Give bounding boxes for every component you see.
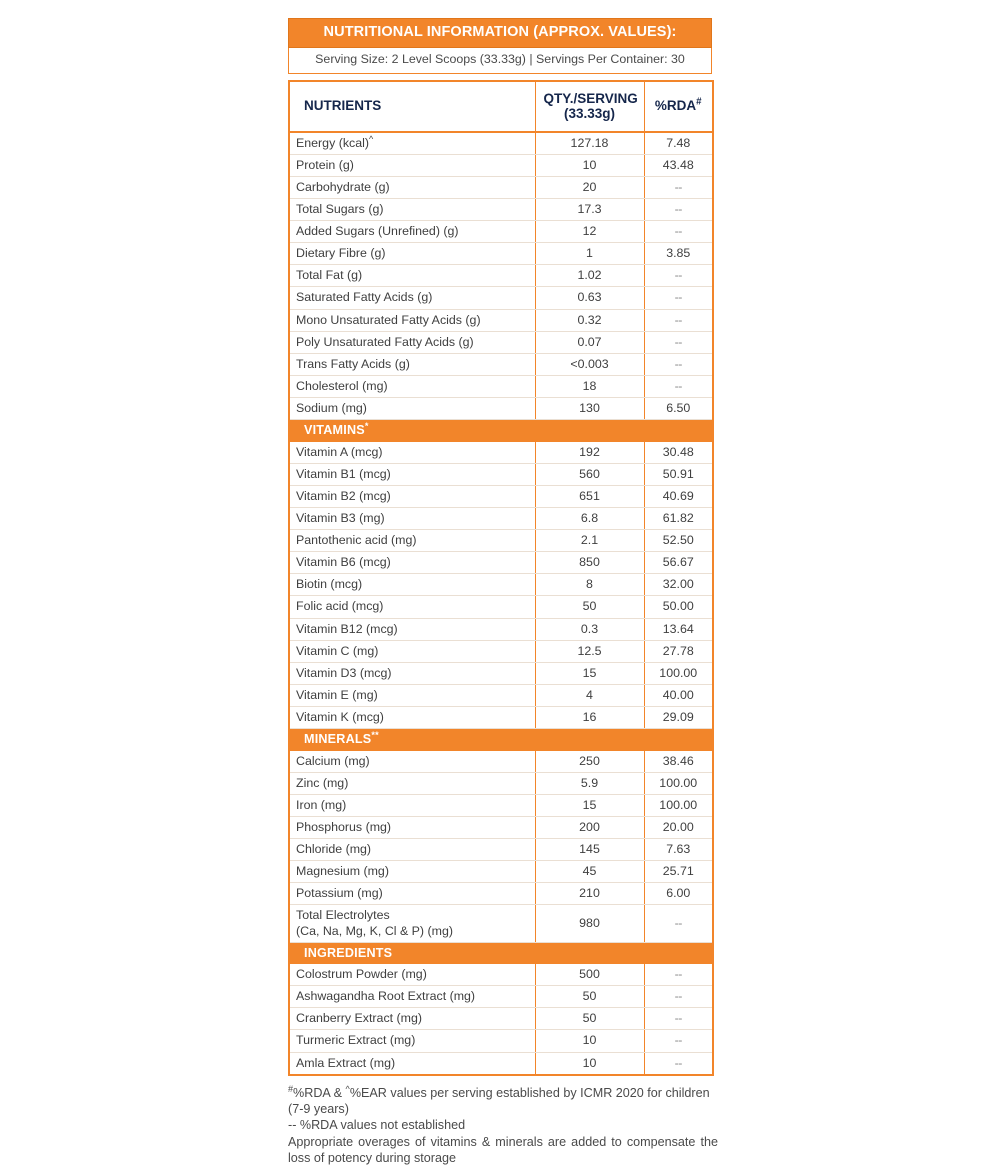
- nutrient-rda-value: [644, 1052, 713, 1075]
- nutrient-qty-value: 200: [535, 816, 644, 838]
- nutrient-name: Iron (mg): [289, 794, 535, 816]
- nutrient-qty-value: 145: [535, 839, 644, 861]
- table-row: [289, 154, 713, 176]
- nutrient-qty-value: 8: [535, 574, 644, 596]
- column-header-nutrients: NUTRIENTS: [289, 81, 535, 132]
- nutrient-rda-value: [644, 1008, 713, 1030]
- table-row: [289, 442, 713, 464]
- nutrient-qty-value: 210: [535, 883, 644, 905]
- nutrient-qty-value: 1: [535, 243, 644, 265]
- nutrient-qty-value: 651: [535, 485, 644, 507]
- table-row: [289, 353, 713, 375]
- table-row: [289, 839, 713, 861]
- nutrient-rda-value: 29.09: [644, 707, 713, 729]
- table-row: [289, 684, 713, 706]
- nutrient-rda-value: 13.64: [644, 618, 713, 640]
- nutrient-rda-value: 38.46: [644, 751, 713, 773]
- nutrient-name: Added Sugars (Unrefined) (g): [289, 221, 535, 243]
- table-row: [289, 507, 713, 529]
- nutrition-panel: [288, 18, 718, 1166]
- value-not-established-dash: --: [674, 1055, 682, 1070]
- nutrient-name: Total Fat (g): [289, 265, 535, 287]
- nutrient-rda-value: [644, 265, 713, 287]
- nutrient-qty-value: 0.07: [535, 331, 644, 353]
- table-row: [289, 751, 713, 773]
- serving-size-line: Serving Size: 2 Level Scoops (33.33g) | Servings Per Container: 30: [288, 48, 712, 74]
- nutrient-name: Vitamin B6 (mcg): [289, 552, 535, 574]
- nutrient-name: Poly Unsaturated Fatty Acids (g): [289, 331, 535, 353]
- nutrient-name-marker: ^: [369, 133, 374, 144]
- footnote-marker-ear: ^: [345, 1083, 350, 1094]
- nutrient-qty-value: 15: [535, 794, 644, 816]
- nutrient-rda-value: [644, 964, 713, 986]
- nutrient-qty-value: 192: [535, 442, 644, 464]
- footnote-overages: Appropriate overages of vitamins & minerals are added to compensate the loss of potency during storage: [288, 1134, 718, 1166]
- table-row: [289, 463, 713, 485]
- nutrient-name: Energy (kcal)^: [289, 132, 535, 155]
- nutrient-rda-value: 61.82: [644, 507, 713, 529]
- table-header-row: [289, 81, 713, 132]
- nutrient-name: Total Electrolytes (Ca, Na, Mg, K, Cl & P) (mg): [289, 905, 535, 942]
- nutrient-name: Folic acid (mcg): [289, 596, 535, 618]
- footnote-rda-text-a: %RDA &: [293, 1085, 346, 1100]
- value-not-established-dash: --: [674, 378, 682, 393]
- nutrient-qty-value: 130: [535, 398, 644, 420]
- column-header-rda-label: %RDA: [654, 98, 697, 114]
- nutrient-qty-value: 0.63: [535, 287, 644, 309]
- nutrient-rda-value: 20.00: [644, 816, 713, 838]
- nutrient-qty-value: 10: [535, 1030, 644, 1052]
- nutrient-rda-value: 40.69: [644, 485, 713, 507]
- table-row: [289, 640, 713, 662]
- nutrient-rda-value: 6.00: [644, 883, 713, 905]
- table-body: [289, 132, 713, 1075]
- section-header-marker: **: [371, 730, 379, 741]
- table-row: [289, 265, 713, 287]
- nutrient-qty-value: 50: [535, 986, 644, 1008]
- table-row: [289, 794, 713, 816]
- nutrient-name: Vitamin B3 (mg): [289, 507, 535, 529]
- footnote-rda-ear: [288, 1085, 718, 1118]
- value-not-established-dash: --: [674, 312, 682, 327]
- nutrient-qty-value: 5.9: [535, 772, 644, 794]
- nutrient-rda-value: [644, 1030, 713, 1052]
- nutrient-name: Mono Unsaturated Fatty Acids (g): [289, 309, 535, 331]
- nutrient-qty-value: 560: [535, 463, 644, 485]
- nutrient-name: Cholesterol (mg): [289, 375, 535, 397]
- nutrient-qty-value: 45: [535, 861, 644, 883]
- table-row: [289, 398, 713, 420]
- nutrient-rda-value: [644, 353, 713, 375]
- nutrient-name: Zinc (mg): [289, 772, 535, 794]
- section-header-row: [289, 420, 713, 442]
- section-header-label: INGREDIENTS: [289, 942, 713, 964]
- nutrient-rda-value: 52.50: [644, 530, 713, 552]
- value-not-established-dash: --: [674, 1011, 682, 1026]
- nutrient-rda-value: 43.48: [644, 154, 713, 176]
- nutrient-qty-value: 50: [535, 596, 644, 618]
- column-header-rda: [644, 81, 713, 132]
- nutrient-name: Total Sugars (g): [289, 198, 535, 220]
- nutrient-rda-value: [644, 221, 713, 243]
- nutrient-name: Pantothenic acid (mg): [289, 530, 535, 552]
- nutrient-name: Biotin (mcg): [289, 574, 535, 596]
- table-row: [289, 221, 713, 243]
- nutrient-rda-value: 32.00: [644, 574, 713, 596]
- table-row: [289, 707, 713, 729]
- nutrient-rda-value: 100.00: [644, 794, 713, 816]
- nutrient-rda-value: 7.48: [644, 132, 713, 155]
- nutrient-name: Chloride (mg): [289, 839, 535, 861]
- value-not-established-dash: --: [674, 1033, 682, 1048]
- footnote-not-established: -- %RDA values not established: [288, 1118, 466, 1133]
- nutrient-name: Vitamin C (mg): [289, 640, 535, 662]
- nutrient-rda-value: 40.00: [644, 684, 713, 706]
- table-row: [289, 485, 713, 507]
- footnote-marker-rda: #: [288, 1083, 294, 1094]
- table-row: [289, 198, 713, 220]
- column-header-qty-line2: (33.33g): [563, 106, 616, 122]
- nutrient-name: Vitamin K (mcg): [289, 707, 535, 729]
- nutrient-rda-value: 100.00: [644, 772, 713, 794]
- nutrient-qty-value: 10: [535, 154, 644, 176]
- nutrient-name: Vitamin A (mcg): [289, 442, 535, 464]
- nutrient-rda-value: [644, 331, 713, 353]
- column-header-rda-marker: #: [696, 96, 702, 108]
- section-header-row: [289, 942, 713, 964]
- nutrient-name: Vitamin B2 (mcg): [289, 485, 535, 507]
- value-not-established-dash: --: [674, 268, 682, 283]
- nutrient-name: Vitamin D3 (mcg): [289, 662, 535, 684]
- value-not-established-dash: --: [674, 290, 682, 305]
- table-row: [289, 309, 713, 331]
- nutrient-rda-value: [644, 905, 713, 942]
- nutrition-table: [288, 80, 714, 1076]
- column-header-qty-line1: QTY./SERVING: [543, 90, 638, 106]
- table-row: [289, 243, 713, 265]
- table-row: [289, 375, 713, 397]
- footnote-rda-text-b: %EAR values per serving established by ICMR 2020 for children (7-9 years): [288, 1085, 710, 1117]
- nutrient-qty-value: 12: [535, 221, 644, 243]
- nutrient-qty-value: 20: [535, 176, 644, 198]
- nutrient-name: Colostrum Powder (mg): [289, 964, 535, 986]
- nutrient-name: Turmeric Extract (mg): [289, 1030, 535, 1052]
- column-header-qty-serving: [535, 81, 644, 132]
- nutrient-qty-value: 17.3: [535, 198, 644, 220]
- value-not-established-dash: --: [674, 334, 682, 349]
- nutrient-rda-value: [644, 287, 713, 309]
- nutrient-qty-value: 1.02: [535, 265, 644, 287]
- nutrient-name: Potassium (mg): [289, 883, 535, 905]
- table-row: [289, 964, 713, 986]
- nutrient-name: Protein (g): [289, 154, 535, 176]
- value-not-established-dash: --: [674, 967, 682, 982]
- nutrient-name: Amla Extract (mg): [296, 1055, 396, 1070]
- table-row: [289, 530, 713, 552]
- nutrient-qty-value: 12.5: [535, 640, 644, 662]
- table-row: [289, 287, 713, 309]
- nutrient-name: Carbohydrate (g): [289, 176, 535, 198]
- nutrient-name: Cranberry Extract (mg): [289, 1008, 535, 1030]
- nutrient-name: Vitamin B12 (mcg): [289, 618, 535, 640]
- nutrient-name: Vitamin B1 (mcg): [289, 463, 535, 485]
- nutrient-qty-value: 10: [535, 1052, 644, 1075]
- table-row: [289, 1008, 713, 1030]
- nutrient-qty-value: 2.1: [535, 530, 644, 552]
- nutrient-name: Saturated Fatty Acids (g): [289, 287, 535, 309]
- nutrient-rda-value: 50.00: [644, 596, 713, 618]
- value-not-established-dash: --: [674, 201, 682, 216]
- table-row: [289, 1030, 713, 1052]
- nutrient-qty-value: 980: [535, 905, 644, 942]
- table-row: [289, 618, 713, 640]
- nutrient-rda-value: 7.63: [644, 839, 713, 861]
- nutrient-qty-value: 250: [535, 751, 644, 773]
- table-row: [289, 772, 713, 794]
- nutrient-qty-value: 16: [535, 707, 644, 729]
- nutrient-rda-value: 50.91: [644, 463, 713, 485]
- section-header-label: VITAMINS*: [289, 420, 713, 442]
- nutritional-information-banner: NUTRITIONAL INFORMATION (APPROX. VALUES):: [288, 18, 712, 48]
- table-row: [289, 986, 713, 1008]
- table-row: [289, 1052, 713, 1075]
- value-not-established-dash: --: [674, 179, 682, 194]
- nutrient-rda-value: 27.78: [644, 640, 713, 662]
- nutrient-name: Sodium (mg): [289, 398, 535, 420]
- value-not-established-dash: --: [674, 224, 682, 239]
- table-row: [289, 331, 713, 353]
- nutrient-name: Vitamin E (mg): [289, 684, 535, 706]
- section-header-label: MINERALS**: [289, 729, 713, 751]
- section-header-row: [289, 729, 713, 751]
- nutrient-qty-value: 4: [535, 684, 644, 706]
- table-row: [289, 132, 713, 155]
- nutrient-name: Trans Fatty Acids (g): [289, 353, 535, 375]
- nutrient-name: Ashwagandha Root Extract (mg): [289, 986, 535, 1008]
- nutrient-rda-value: 30.48: [644, 442, 713, 464]
- value-not-established-dash: --: [674, 989, 682, 1004]
- nutrient-name: Magnesium (mg): [289, 861, 535, 883]
- nutrient-rda-value: 6.50: [644, 398, 713, 420]
- section-header-marker: *: [364, 421, 369, 432]
- nutrient-qty-value: 500: [535, 964, 644, 986]
- nutrient-qty-value: 6.8: [535, 507, 644, 529]
- table-row: [289, 905, 713, 942]
- value-not-established-dash: --: [674, 356, 682, 371]
- nutrient-rda-value: 25.71: [644, 861, 713, 883]
- nutrient-rda-value: [644, 176, 713, 198]
- nutrient-rda-value: [644, 375, 713, 397]
- table-row: [289, 574, 713, 596]
- nutrient-qty-value: 0.32: [535, 309, 644, 331]
- nutrient-rda-value: [644, 986, 713, 1008]
- nutrient-rda-value: 56.67: [644, 552, 713, 574]
- table-row: [289, 176, 713, 198]
- nutrient-qty-value: 18: [535, 375, 644, 397]
- table-row: [289, 816, 713, 838]
- table-row: [289, 552, 713, 574]
- nutrient-qty-value: 15: [535, 662, 644, 684]
- nutrient-rda-value: [644, 198, 713, 220]
- nutrient-rda-value: [644, 309, 713, 331]
- nutrient-qty-value: 127.18: [535, 132, 644, 155]
- nutrient-name: Calcium (mg): [289, 751, 535, 773]
- table-row: [289, 861, 713, 883]
- footnotes-block: [288, 1085, 718, 1166]
- nutrient-rda-value: 100.00: [644, 662, 713, 684]
- nutrient-qty-value: 0.3: [535, 618, 644, 640]
- nutrient-qty-value: 50: [535, 1008, 644, 1030]
- nutrient-qty-value: <0.003: [535, 353, 644, 375]
- value-not-established-dash: --: [674, 916, 682, 931]
- nutrient-name: Dietary Fibre (g): [289, 243, 535, 265]
- nutrient-name: Phosphorus (mg): [289, 816, 535, 838]
- table-row: [289, 662, 713, 684]
- nutrient-rda-value: 3.85: [644, 243, 713, 265]
- table-row: [289, 596, 713, 618]
- nutrient-qty-value: 850: [535, 552, 644, 574]
- table-row: [289, 883, 713, 905]
